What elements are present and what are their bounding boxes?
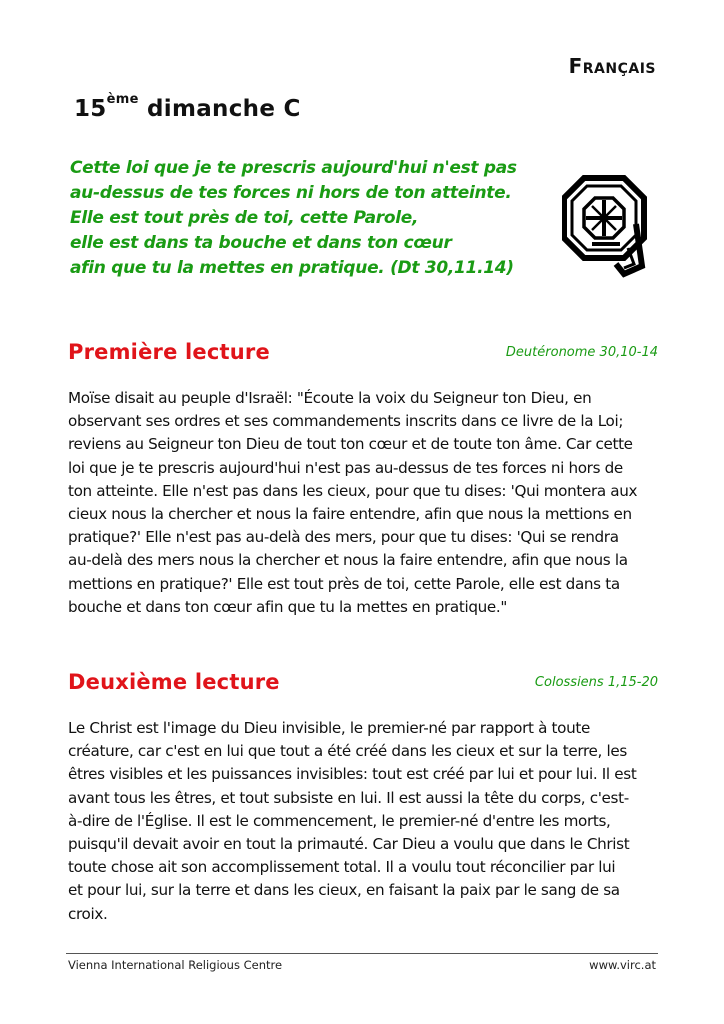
text-line: puisqu'il devait avoir en tout la primauté. Car Dieu a voulu que dans le Christ [68, 835, 630, 854]
motto-line: elle est dans ta bouche et dans ton cœur [70, 233, 452, 253]
text-line: Moïse disait au peuple d'Israël: "Écoute la voix du Seigneur ton Dieu, en [68, 389, 592, 407]
first-reading-heading: Première lecture [68, 340, 270, 364]
second-reading-heading: Deuxième lecture [68, 670, 280, 694]
second-reading-header [68, 670, 658, 698]
first-reading-reference: Deutéronome 30,10-14 [505, 345, 658, 360]
text-line: bouche et dans ton cœur afin que tu la mettes en pratique." [68, 597, 508, 616]
motto-line: Elle est tout près de toi, cette Parole, [70, 208, 419, 228]
text-line: mettions en pratique?' Elle est tout près de toi, cette Parole, elle est dans ta [68, 574, 620, 593]
text-line: et pour lui, sur la terre et dans les cieux, en faisant la paix par le sang de sa [68, 881, 620, 900]
text-line: êtres visibles et les puissances invisibles: tout est créé par lui et pour lui. Il est [68, 765, 637, 784]
title-superscript: ème [106, 92, 139, 107]
first-reading-header [68, 340, 658, 368]
text-line: croix. [68, 904, 108, 923]
first-reading-text [68, 387, 664, 619]
text-line: avant tous les êtres, et tout subsiste en lui. Il est aussi la tête du corps, c'est- [68, 788, 629, 807]
motto-line: au-dessus de tes forces ni hors de ton atteinte. [70, 183, 512, 203]
second-reading-text [68, 717, 664, 926]
footer-organization: Vienna International Religious Centre [68, 958, 283, 972]
text-line: toute chose ait son accomplissement total. Il a voulu tout réconcilier par lui [68, 858, 616, 877]
second-reading-reference: Colossiens 1,15-20 [534, 675, 658, 690]
language-label: Français [568, 54, 656, 78]
page-title [74, 92, 301, 122]
text-line: loi que je te prescris aujourd'hui n'est pas au-dessus de tes forces ni hors de [68, 458, 623, 477]
motto-quote [70, 156, 530, 281]
motto-line: Cette loi que je te prescris aujourd'hui n'est pas [70, 158, 517, 178]
virc-emblem-icon [562, 174, 648, 278]
text-line: à-dire de l'Église. Il est le commencement, le premier-né d'entre les morts, [68, 811, 611, 830]
title-number: 15 [74, 96, 107, 122]
text-line: observant ses ordres et ses commandements inscrits dans ce livre de la Loi; [68, 412, 624, 431]
text-line: pratique?' Elle n'est pas au-delà des mers, pour que tu dises: 'Qui se rendra [68, 528, 619, 547]
text-line: cieux nous la chercher et nous la faire entendre, afin que nous la mettions en [68, 505, 632, 524]
text-line: ton atteinte. Elle n'est pas dans les cieux, pour que tu dises: 'Qui montera aux [68, 481, 638, 500]
text-line: reviens au Seigneur ton Dieu de tout ton cœur et de toute ton âme. Car cette [68, 435, 633, 454]
motto-line: afin que tu la mettes en pratique. (Dt 30,11.14) [70, 258, 514, 278]
title-rest: dimanche C [138, 96, 301, 122]
text-line: Le Christ est l'image du Dieu invisible, le premier-né par rapport à toute [68, 719, 590, 737]
footer-divider [66, 953, 658, 954]
text-line: créature, car c'est en lui que tout a été créé dans les cieux et sur la terre, les [68, 742, 627, 761]
text-line: au-delà des mers nous la chercher et nous la faire entendre, afin que nous la [68, 551, 628, 570]
footer-website: www.virc.at [589, 958, 656, 972]
